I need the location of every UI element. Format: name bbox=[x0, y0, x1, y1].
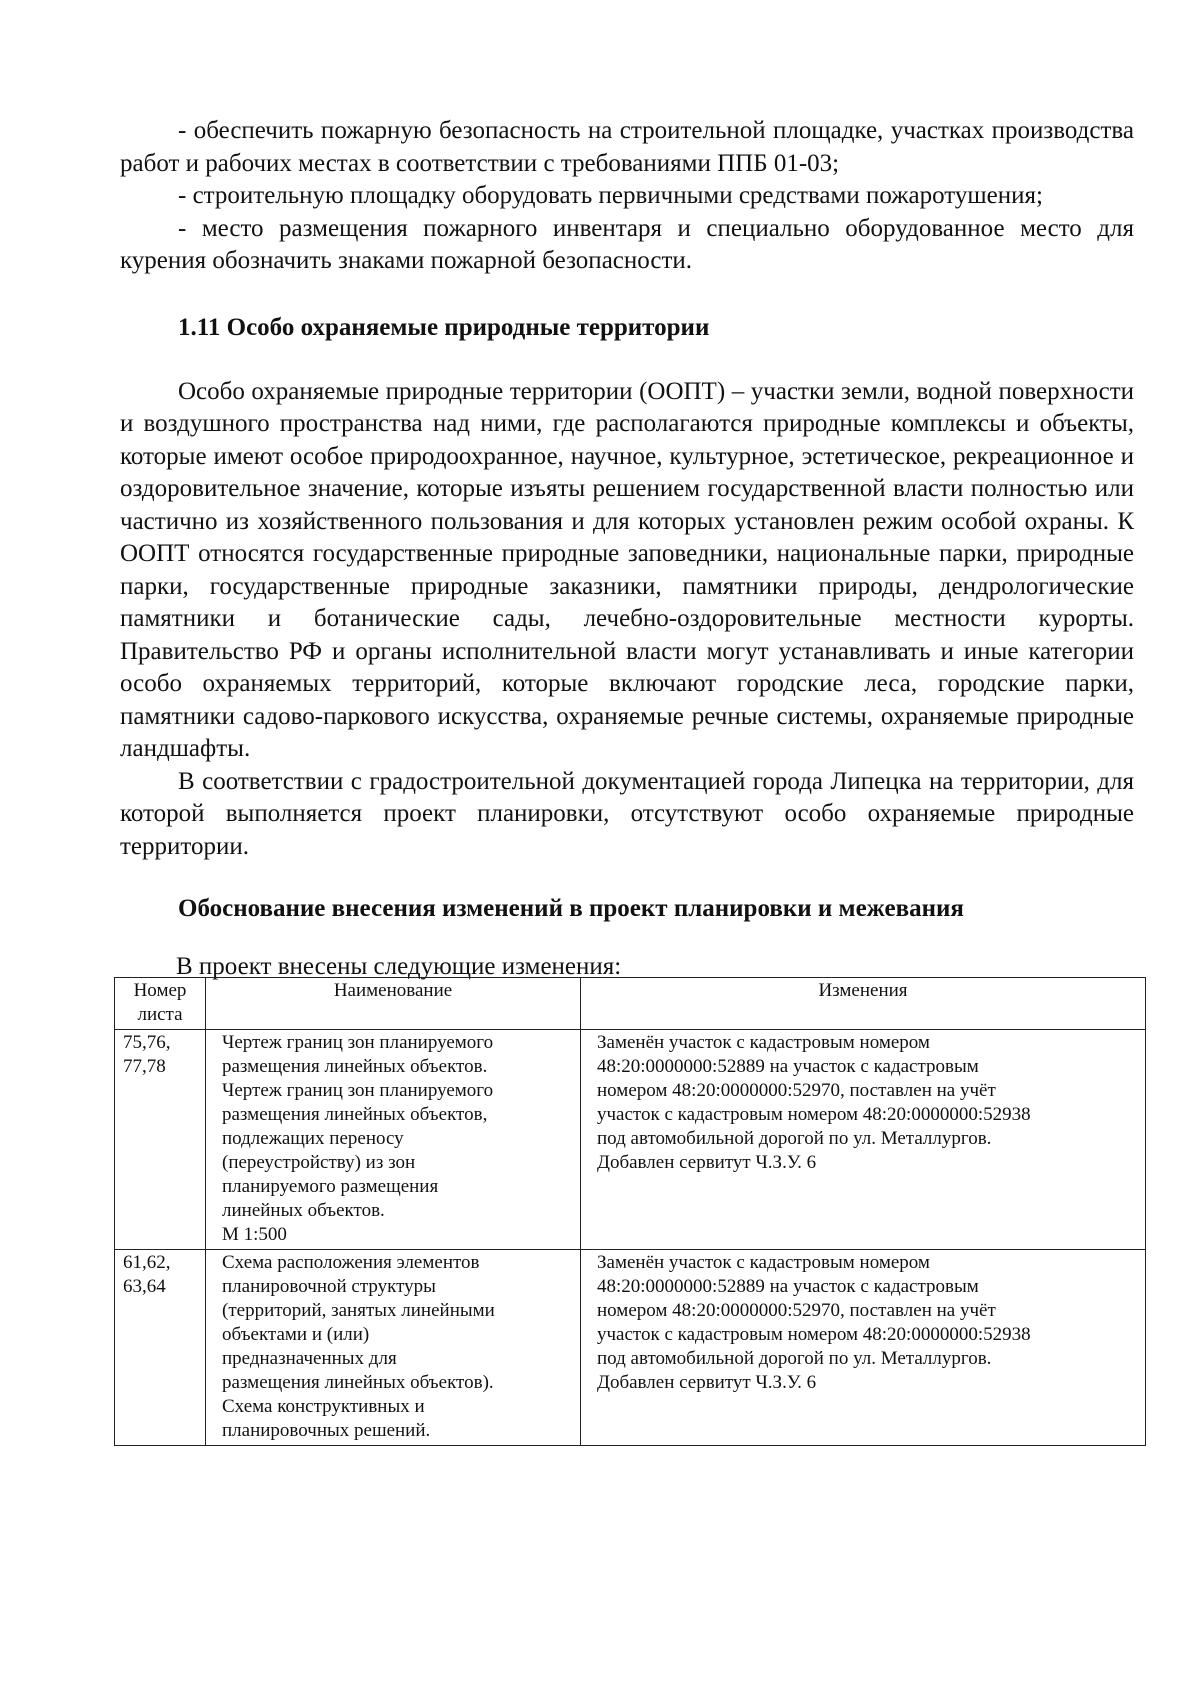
cell-line: планировочной структуры bbox=[222, 1276, 436, 1297]
cell-line: М 1:500 bbox=[222, 1224, 287, 1245]
cell-line: 48:20:0000000:52889 на участок с кадастровым bbox=[597, 1276, 979, 1297]
cell-line: объектами и (или) bbox=[222, 1324, 370, 1345]
cell-changes bbox=[581, 1250, 1146, 1446]
column-header-sheet: Номер листа bbox=[115, 978, 206, 1030]
cell-line: 63,64 bbox=[123, 1276, 166, 1297]
table-intro: В проект внесены следующие изменения: bbox=[176, 953, 622, 980]
document-page bbox=[120, 115, 1134, 1446]
cell-line: линейных объектов. bbox=[222, 1200, 385, 1221]
table-header-row bbox=[115, 978, 1146, 1030]
cell-line: номером 48:20:0000000:52970, поставлен на учёт bbox=[597, 1300, 996, 1321]
cell-line: предназначенных для bbox=[222, 1348, 397, 1369]
cell-line: размещения линейных объектов, bbox=[222, 1104, 488, 1125]
table-row bbox=[115, 1030, 1146, 1250]
cell-line: размещения линейных объектов. bbox=[222, 1056, 488, 1077]
cell-line: под автомобильной дорогой по ул. Металлургов. bbox=[597, 1348, 992, 1369]
cell-line: Схема конструктивных и bbox=[222, 1396, 425, 1417]
cell-line: Добавлен сервитут Ч.З.У. 6 bbox=[597, 1372, 817, 1393]
fire-safety-item-2: - строительную площадку оборудовать первичными средствами пожаротушения; bbox=[178, 182, 1043, 209]
cell-line: 75,76, bbox=[123, 1032, 171, 1053]
section-heading-changes: Обоснование внесения изменений в проект планировки и межевания bbox=[178, 895, 964, 922]
table-row bbox=[115, 1250, 1146, 1446]
cell-line: 77,78 bbox=[123, 1056, 166, 1077]
cell-name bbox=[206, 1250, 581, 1446]
cell-line: размещения линейных объектов). bbox=[222, 1372, 494, 1393]
column-header-changes: Изменения bbox=[581, 978, 1146, 1030]
cell-line: планируемого размещения bbox=[222, 1176, 439, 1197]
cell-line: под автомобильной дорогой по ул. Металлургов. bbox=[597, 1128, 992, 1149]
oopt-paragraph-2: В соответствии с градостроительной документацией города Липецка на территории, для которой выполняется проект планировки, отсутствуют особо охраняемые природные территории. bbox=[120, 767, 1134, 860]
cell-sheet-number bbox=[115, 1250, 206, 1446]
cell-line: Заменён участок с кадастровым номером bbox=[597, 1032, 930, 1053]
cell-line: Заменён участок с кадастровым номером bbox=[597, 1252, 930, 1273]
cell-line: планировочных решений. bbox=[222, 1420, 431, 1441]
cell-line: Чертеж границ зон планируемого bbox=[222, 1032, 494, 1053]
oopt-paragraph-1: Особо охраняемые природные территории (ООПТ) – участки земли, водной поверхности и воздушного пространства над ними, где располагаются природные комплексы и объекты, которые имеют особое природоохранное, научное, культурное, эстетическое, рекреационное и оздоровительное значение, которые изъяты решением государственной власти полностью или частично из хозяйственного пользования и для которых установлен режим особой охраны. К ООПТ относятся государственные природные заповедники, национальные парки, природные парки, государственные природные заказники, памятники природы, дендрологические памятники и ботанические сады, лечебно-оздоровительные местности курорты. Правительство РФ и органы исполнительной власти могут устанавливать и иные категории особо охраняемых территорий, которые включают городские леса, городские парки, памятники садово-паркового искусства, охраняемые речные системы, охраняемые природные ландшафты. bbox=[120, 377, 1134, 762]
cell-line: (территорий, занятых линейными bbox=[222, 1300, 495, 1321]
cell-line: участок с кадастровым номером 48:20:0000000:52938 bbox=[597, 1324, 1031, 1345]
cell-name bbox=[206, 1030, 581, 1250]
fire-safety-item-3: - место размещения пожарного инвентаря и специально оборудованное место для курения обозначить знаками пожарной безопасности. bbox=[120, 214, 1134, 274]
cell-line: Схема расположения элементов bbox=[222, 1252, 480, 1273]
cell-sheet-number bbox=[115, 1030, 206, 1250]
fire-safety-item-1: - обеспечить пожарную безопасность на строительной площадке, участках производства работ и рабочих местах в соответствии с требованиями ППБ 01-03; bbox=[120, 117, 1134, 177]
cell-line: (переустройству) из зон bbox=[222, 1152, 416, 1173]
cell-changes bbox=[581, 1030, 1146, 1250]
section-heading-oopt: 1.11 Особо охраняемые природные территории bbox=[178, 313, 710, 341]
cell-line: номером 48:20:0000000:52970, поставлен на учёт bbox=[597, 1080, 996, 1101]
cell-line: 61,62, bbox=[123, 1252, 171, 1273]
cell-line: подлежащих переносу bbox=[222, 1128, 404, 1149]
cell-line: 48:20:0000000:52889 на участок с кадастровым bbox=[597, 1056, 979, 1077]
cell-line: Добавлен сервитут Ч.З.У. 6 bbox=[597, 1152, 817, 1173]
cell-line: Чертеж границ зон планируемого bbox=[222, 1080, 494, 1101]
changes-table bbox=[114, 977, 1146, 1446]
column-header-name: Наименование bbox=[206, 978, 581, 1030]
cell-line: участок с кадастровым номером 48:20:0000000:52938 bbox=[597, 1104, 1031, 1125]
